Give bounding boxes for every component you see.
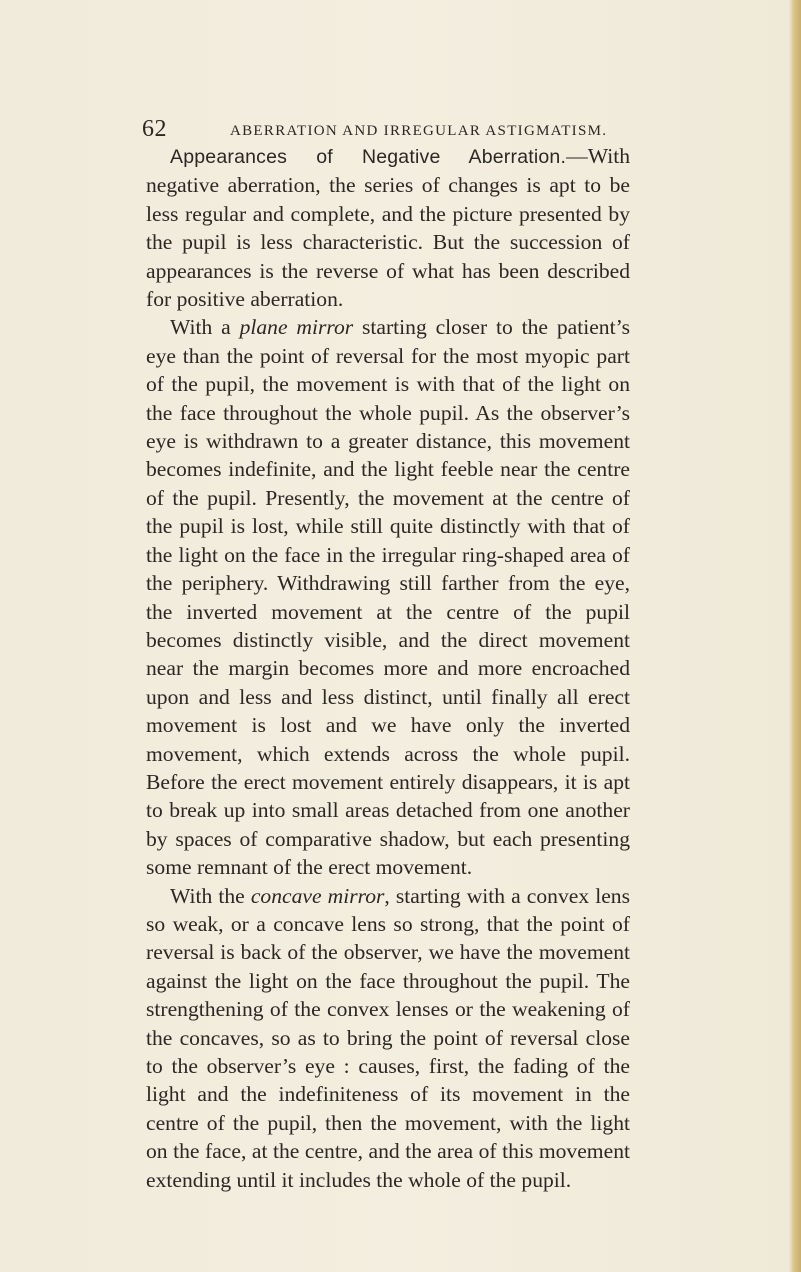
paragraph-text-before: With a — [170, 315, 240, 340]
page-edge — [789, 0, 801, 1272]
section-lead: Appearances of Negative Aberration. — [170, 146, 567, 168]
page-number: 62 — [142, 116, 167, 142]
paragraph-plane-mirror — [146, 313, 630, 881]
page-header — [142, 118, 702, 142]
body-text — [146, 142, 630, 1194]
paragraph-text-after: , starting with a convex lens so weak, or a concave lens so strong, that the point of reversal is back of the observer, we have the movement against the light on the face throughout the pupil. The strengthening of the convex lenses or the weakening of the concaves, so as to bring the point of reversal close to the observer’s eye : causes, first, the fading of the light and the indefiniteness of its movement in the centre of the pupil, then the movement, with the light on the face, at the centre, and the area of this movement extending until it includes the whole of the pupil. — [146, 883, 630, 1192]
paragraph-text: —With negative aberration, the series of changes is apt to be less regular and complete, and the picture presented by the pupil is less characteristic. But the succession of appearances is the reverse of what has been described for positive aberration. — [146, 144, 630, 312]
paragraph-negative-aberration — [146, 142, 630, 313]
paragraph-text-before: With the — [170, 883, 251, 908]
paragraph-text-after: starting closer to the patient’s eye than the point of reversal for the most myopic part of the pupil, the movement is with that of the light on the face throughout the whole pupil. As the observer’s eye is withdrawn to a greater distance, this movement becomes indefinite, and the light feeble near the centre of the pupil. Presently, the movement at the centre of the pupil is lost, while still quite distinctly with that of the light on the face in the irregular ring-shaped area of the periphery. Withdrawing still farther from the eye, the inverted movement at the centre of the pupil becomes distinctly visible, and the direct movement near the margin becomes more and more encroached upon and less and less distinct, until finally all erect movement is lost and we have only the inverted movement, which extends across the whole pupil. Before the erect movement entirely disappears, it is apt to break up into small areas detached from one another by spaces of comparative shadow, but each presenting some remnant of the erect movement. — [146, 315, 630, 880]
emphasis-concave-mirror: concave mirror — [250, 883, 385, 908]
paragraph-concave-mirror — [146, 882, 630, 1194]
emphasis-plane-mirror: plane mirror — [239, 315, 354, 340]
running-head: ABERRATION AND IRREGULAR ASTIGMATISM. — [230, 123, 608, 139]
